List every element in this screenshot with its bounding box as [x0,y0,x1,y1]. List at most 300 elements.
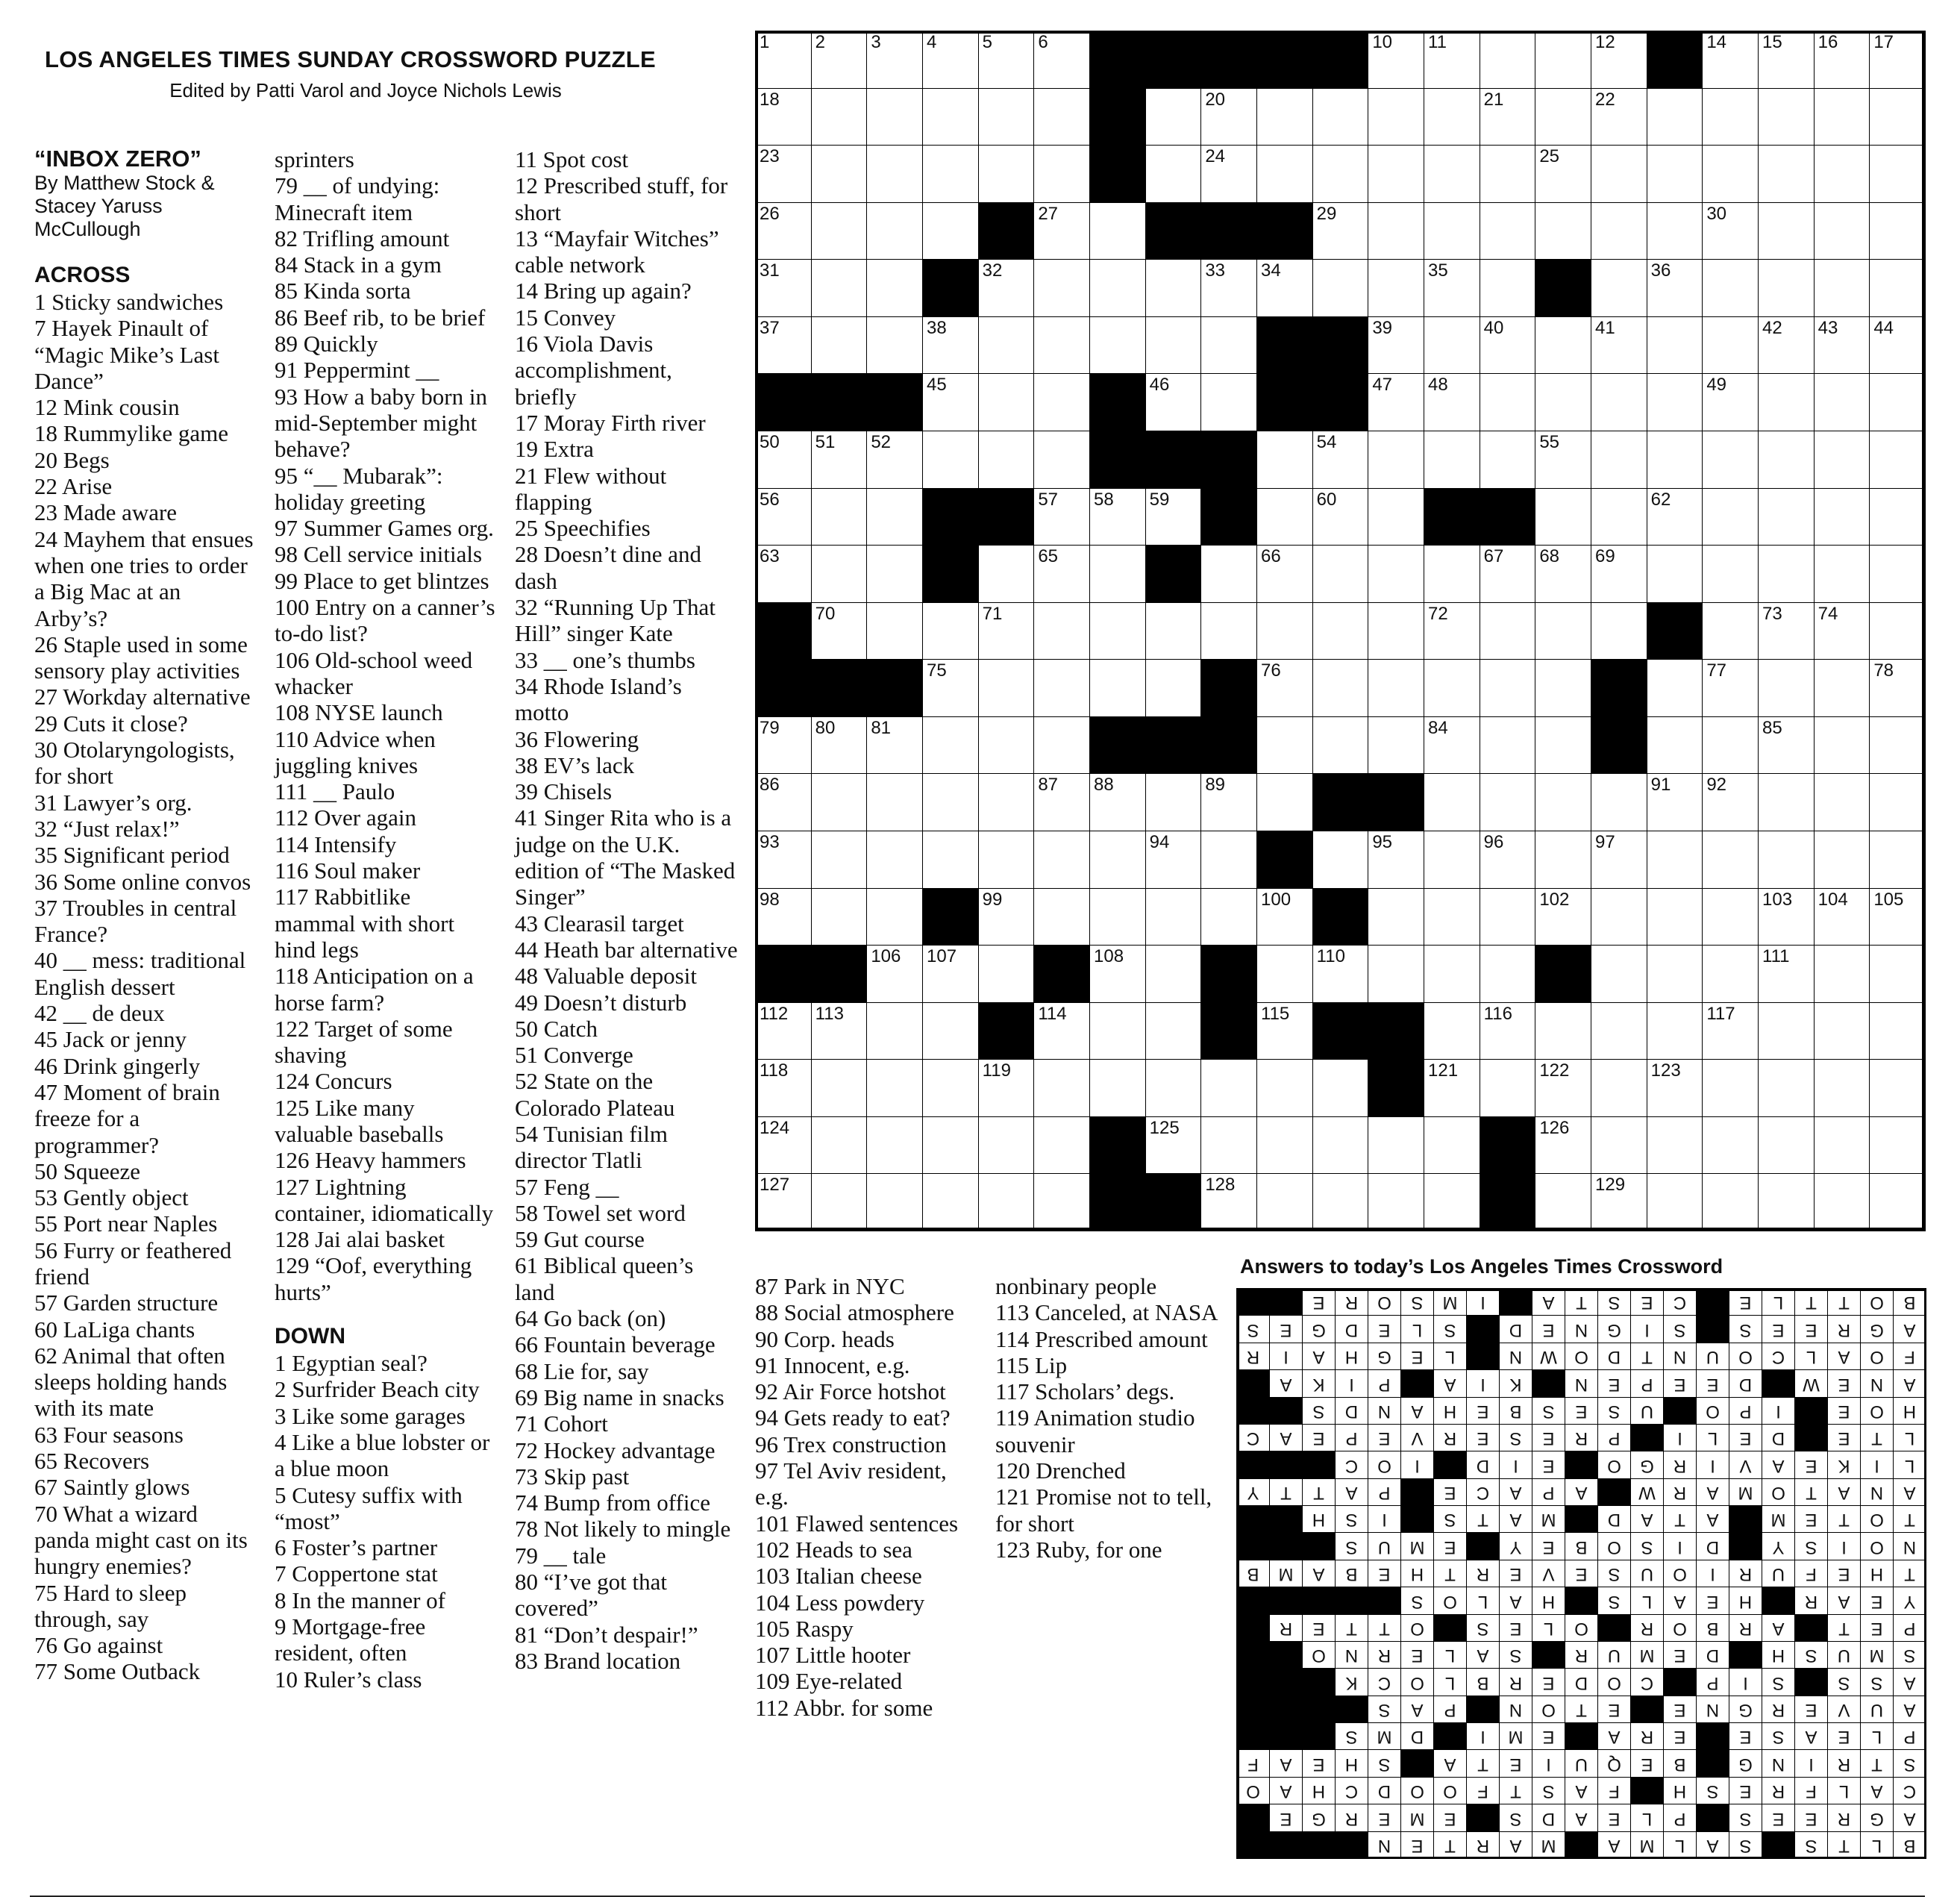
grid-cell[interactable] [755,773,812,831]
grid-cell[interactable] [1591,488,1647,546]
grid-cell[interactable] [1869,1002,1926,1060]
grid-cell[interactable] [1256,259,1313,317]
grid-cell[interactable] [1145,945,1202,1003]
grid-cell[interactable] [1591,316,1647,375]
grid-cell[interactable] [755,488,812,546]
grid-cell[interactable] [1591,773,1647,831]
grid-cell[interactable] [922,716,979,775]
grid-cell[interactable] [1145,773,1202,831]
grid-cell[interactable] [1591,373,1647,431]
grid-cell[interactable] [1368,945,1424,1003]
grid-cell[interactable] [1647,773,1703,831]
grid-cell[interactable] [1758,1002,1815,1060]
grid-cell[interactable] [1200,145,1257,203]
grid-cell[interactable] [1535,545,1591,603]
grid-cell[interactable] [1033,88,1090,146]
grid-cell[interactable] [1312,1173,1369,1231]
grid-cell[interactable] [1424,773,1480,831]
grid-cell[interactable] [1033,602,1090,660]
grid-cell[interactable] [1869,831,1926,889]
grid-cell[interactable] [1312,831,1369,889]
grid-cell[interactable] [1145,259,1202,317]
grid-cell[interactable] [1647,1002,1703,1060]
grid-cell[interactable] [1033,716,1090,775]
grid-cell[interactable] [1702,431,1759,489]
grid-cell[interactable] [1312,1116,1369,1175]
grid-cell[interactable] [978,888,1035,946]
grid-cell[interactable] [1869,1173,1926,1231]
grid-cell[interactable] [866,888,923,946]
grid-cell[interactable] [1647,88,1703,146]
grid-cell[interactable] [1758,545,1815,603]
grid-cell[interactable] [811,831,868,889]
grid-cell[interactable] [1033,373,1090,431]
grid-cell[interactable] [1033,1173,1090,1231]
grid-cell[interactable] [1869,716,1926,775]
grid-cell[interactable] [1312,1059,1369,1117]
grid-cell[interactable] [811,431,868,489]
grid-cell[interactable] [1814,31,1870,89]
grid-cell[interactable] [1702,145,1759,203]
grid-cell[interactable] [1591,602,1647,660]
grid-cell[interactable] [1814,259,1870,317]
grid-cell[interactable] [1368,31,1424,89]
grid-cell[interactable] [1424,259,1480,317]
grid-cell[interactable] [1702,831,1759,889]
grid-cell[interactable] [1869,316,1926,375]
grid-cell[interactable] [1702,88,1759,146]
grid-cell[interactable] [1758,716,1815,775]
grid-cell[interactable] [1368,1173,1424,1231]
grid-cell[interactable] [1758,1173,1815,1231]
grid-cell[interactable] [1591,1116,1647,1175]
grid-cell[interactable] [755,1116,812,1175]
grid-cell[interactable] [1647,316,1703,375]
grid-cell[interactable] [1424,145,1480,203]
grid-cell[interactable] [1758,316,1815,375]
grid-cell[interactable] [1591,88,1647,146]
grid-cell[interactable] [1480,659,1536,717]
grid-cell[interactable] [866,831,923,889]
grid-cell[interactable] [1869,259,1926,317]
grid-cell[interactable] [1647,1173,1703,1231]
grid-cell[interactable] [1480,545,1536,603]
grid-cell[interactable] [1424,202,1480,260]
grid-cell[interactable] [978,716,1035,775]
grid-cell[interactable] [922,659,979,717]
grid-cell[interactable] [1480,145,1536,203]
grid-cell[interactable] [1869,945,1926,1003]
grid-cell[interactable] [811,602,868,660]
grid-cell[interactable] [978,659,1035,717]
grid-cell[interactable] [1145,316,1202,375]
grid-cell[interactable] [1535,202,1591,260]
grid-cell[interactable] [866,1059,923,1117]
grid-cell[interactable] [1869,488,1926,546]
grid-cell[interactable] [811,202,868,260]
grid-cell[interactable] [1647,1116,1703,1175]
grid-cell[interactable] [1033,831,1090,889]
grid-cell[interactable] [1089,888,1146,946]
grid-cell[interactable] [1647,145,1703,203]
grid-cell[interactable] [978,945,1035,1003]
grid-cell[interactable] [1424,31,1480,89]
grid-cell[interactable] [1368,202,1424,260]
grid-cell[interactable] [1424,716,1480,775]
grid-cell[interactable] [866,1173,923,1231]
grid-cell[interactable] [866,259,923,317]
grid-cell[interactable] [1869,373,1926,431]
grid-cell[interactable] [1033,316,1090,375]
grid-cell[interactable] [1758,202,1815,260]
grid-cell[interactable] [1702,945,1759,1003]
grid-cell[interactable] [866,31,923,89]
grid-cell[interactable] [1814,545,1870,603]
grid-cell[interactable] [1535,1002,1591,1060]
grid-cell[interactable] [1591,145,1647,203]
grid-cell[interactable] [1535,888,1591,946]
grid-cell[interactable] [1814,316,1870,375]
grid-cell[interactable] [1200,1059,1257,1117]
grid-cell[interactable] [755,831,812,889]
grid-cell[interactable] [978,373,1035,431]
grid-cell[interactable] [922,1059,979,1117]
grid-cell[interactable] [1368,373,1424,431]
grid-cell[interactable] [1702,716,1759,775]
grid-cell[interactable] [1424,1173,1480,1231]
grid-cell[interactable] [1647,488,1703,546]
grid-cell[interactable] [1256,659,1313,717]
grid-cell[interactable] [1814,431,1870,489]
grid-cell[interactable] [1758,945,1815,1003]
grid-cell[interactable] [1424,602,1480,660]
grid-cell[interactable] [1647,945,1703,1003]
grid-cell[interactable] [1089,316,1146,375]
grid-cell[interactable] [811,1059,868,1117]
grid-cell[interactable] [755,431,812,489]
grid-cell[interactable] [1758,1116,1815,1175]
grid-cell[interactable] [1256,1059,1313,1117]
grid-cell[interactable] [1145,1002,1202,1060]
grid-cell[interactable] [811,259,868,317]
grid-cell[interactable] [1033,488,1090,546]
grid-cell[interactable] [1814,88,1870,146]
grid-cell[interactable] [978,145,1035,203]
grid-cell[interactable] [1256,1173,1313,1231]
grid-cell[interactable] [1368,716,1424,775]
grid-cell[interactable] [922,373,979,431]
grid-cell[interactable] [1702,1116,1759,1175]
grid-cell[interactable] [1089,945,1146,1003]
grid-cell[interactable] [1424,1002,1480,1060]
grid-cell[interactable] [1814,716,1870,775]
grid-cell[interactable] [1814,602,1870,660]
grid-cell[interactable] [1702,602,1759,660]
grid-cell[interactable] [1869,202,1926,260]
grid-cell[interactable] [1535,831,1591,889]
grid-cell[interactable] [755,316,812,375]
grid-cell[interactable] [1758,145,1815,203]
grid-cell[interactable] [811,316,868,375]
grid-cell[interactable] [1256,602,1313,660]
grid-cell[interactable] [1033,1059,1090,1117]
grid-cell[interactable] [1145,88,1202,146]
grid-cell[interactable] [1591,31,1647,89]
grid-cell[interactable] [1535,602,1591,660]
grid-cell[interactable] [978,31,1035,89]
grid-cell[interactable] [1480,945,1536,1003]
grid-cell[interactable] [1368,431,1424,489]
grid-cell[interactable] [1647,1059,1703,1117]
grid-cell[interactable] [922,1116,979,1175]
grid-cell[interactable] [1869,545,1926,603]
grid-cell[interactable] [978,88,1035,146]
grid-cell[interactable] [866,1116,923,1175]
grid-cell[interactable] [866,716,923,775]
grid-cell[interactable] [811,88,868,146]
grid-cell[interactable] [1480,1059,1536,1117]
grid-cell[interactable] [1814,773,1870,831]
grid-cell[interactable] [1033,259,1090,317]
grid-cell[interactable] [1089,202,1146,260]
grid-cell[interactable] [1647,431,1703,489]
grid-cell[interactable] [978,545,1035,603]
grid-cell[interactable] [755,1059,812,1117]
grid-cell[interactable] [1200,888,1257,946]
grid-cell[interactable] [1368,145,1424,203]
grid-cell[interactable] [1480,888,1536,946]
grid-cell[interactable] [1869,145,1926,203]
grid-cell[interactable] [1814,1116,1870,1175]
grid-cell[interactable] [1368,316,1424,375]
grid-cell[interactable] [1591,888,1647,946]
grid-cell[interactable] [1702,545,1759,603]
grid-cell[interactable] [1312,431,1369,489]
grid-cell[interactable] [1702,1059,1759,1117]
grid-cell[interactable] [866,602,923,660]
grid-cell[interactable] [1535,1173,1591,1231]
grid-cell[interactable] [811,1173,868,1231]
grid-cell[interactable] [1480,316,1536,375]
grid-cell[interactable] [978,1173,1035,1231]
grid-cell[interactable] [1424,316,1480,375]
grid-cell[interactable] [1814,1002,1870,1060]
grid-cell[interactable] [1591,1059,1647,1117]
grid-cell[interactable] [1200,316,1257,375]
grid-cell[interactable] [1256,488,1313,546]
grid-cell[interactable] [922,31,979,89]
grid-cell[interactable] [1200,545,1257,603]
grid-cell[interactable] [1814,659,1870,717]
grid-cell[interactable] [1200,773,1257,831]
grid-cell[interactable] [1033,659,1090,717]
grid-cell[interactable] [922,945,979,1003]
grid-cell[interactable] [1089,259,1146,317]
grid-cell[interactable] [1480,31,1536,89]
grid-cell[interactable] [1480,831,1536,889]
grid-cell[interactable] [1089,545,1146,603]
grid-cell[interactable] [978,1116,1035,1175]
grid-cell[interactable] [1535,716,1591,775]
grid-cell[interactable] [1869,31,1926,89]
grid-cell[interactable] [755,1002,812,1060]
grid-cell[interactable] [755,202,812,260]
grid-cell[interactable] [1647,716,1703,775]
grid-cell[interactable] [1145,602,1202,660]
grid-cell[interactable] [1368,602,1424,660]
crossword-grid[interactable] [755,31,1925,1231]
grid-cell[interactable] [1256,145,1313,203]
grid-cell[interactable] [755,31,812,89]
grid-cell[interactable] [1647,259,1703,317]
grid-cell[interactable] [1424,373,1480,431]
grid-cell[interactable] [1368,831,1424,889]
grid-cell[interactable] [1256,545,1313,603]
grid-cell[interactable] [1368,1116,1424,1175]
grid-cell[interactable] [1480,773,1536,831]
grid-cell[interactable] [1256,773,1313,831]
grid-cell[interactable] [1312,259,1369,317]
grid-cell[interactable] [978,831,1035,889]
grid-cell[interactable] [1814,1173,1870,1231]
grid-cell[interactable] [1033,202,1090,260]
grid-cell[interactable] [755,88,812,146]
grid-cell[interactable] [1647,545,1703,603]
grid-cell[interactable] [1145,831,1202,889]
grid-cell[interactable] [1702,316,1759,375]
grid-cell[interactable] [1480,431,1536,489]
grid-cell[interactable] [866,773,923,831]
grid-cell[interactable] [1758,488,1815,546]
grid-cell[interactable] [1535,431,1591,489]
grid-cell[interactable] [1256,88,1313,146]
grid-cell[interactable] [922,602,979,660]
grid-cell[interactable] [1814,1059,1870,1117]
grid-cell[interactable] [811,488,868,546]
grid-cell[interactable] [1814,145,1870,203]
grid-cell[interactable] [1869,88,1926,146]
grid-cell[interactable] [811,1116,868,1175]
grid-cell[interactable] [1368,259,1424,317]
grid-cell[interactable] [1200,88,1257,146]
grid-cell[interactable] [978,259,1035,317]
grid-cell[interactable] [1869,431,1926,489]
grid-cell[interactable] [1535,488,1591,546]
grid-cell[interactable] [922,831,979,889]
grid-cell[interactable] [922,202,979,260]
grid-cell[interactable] [922,145,979,203]
grid-cell[interactable] [1368,545,1424,603]
grid-cell[interactable] [1256,1116,1313,1175]
grid-cell[interactable] [811,1002,868,1060]
grid-cell[interactable] [922,316,979,375]
grid-cell[interactable] [1647,888,1703,946]
grid-cell[interactable] [1256,1002,1313,1060]
grid-cell[interactable] [866,545,923,603]
grid-cell[interactable] [1814,202,1870,260]
grid-cell[interactable] [811,888,868,946]
grid-cell[interactable] [1424,659,1480,717]
grid-cell[interactable] [1033,888,1090,946]
grid-cell[interactable] [1869,659,1926,717]
grid-cell[interactable] [1758,659,1815,717]
grid-cell[interactable] [1312,488,1369,546]
grid-cell[interactable] [1145,1059,1202,1117]
grid-cell[interactable] [1089,1059,1146,1117]
grid-cell[interactable] [1758,773,1815,831]
grid-cell[interactable] [1702,659,1759,717]
grid-cell[interactable] [1145,659,1202,717]
grid-cell[interactable] [1480,259,1536,317]
grid-cell[interactable] [1814,373,1870,431]
grid-cell[interactable] [866,945,923,1003]
grid-cell[interactable] [1200,831,1257,889]
grid-cell[interactable] [978,773,1035,831]
grid-cell[interactable] [866,488,923,546]
grid-cell[interactable] [1591,831,1647,889]
grid-cell[interactable] [1256,888,1313,946]
grid-cell[interactable] [1702,773,1759,831]
grid-cell[interactable] [1758,31,1815,89]
grid-cell[interactable] [1702,373,1759,431]
grid-cell[interactable] [1535,659,1591,717]
grid-cell[interactable] [1591,202,1647,260]
grid-cell[interactable] [1591,545,1647,603]
grid-cell[interactable] [1089,488,1146,546]
grid-cell[interactable] [1424,431,1480,489]
grid-cell[interactable] [1256,945,1313,1003]
grid-cell[interactable] [1033,431,1090,489]
grid-cell[interactable] [1033,1116,1090,1175]
grid-cell[interactable] [1535,773,1591,831]
grid-cell[interactable] [1089,831,1146,889]
grid-cell[interactable] [866,431,923,489]
grid-cell[interactable] [1089,773,1146,831]
grid-cell[interactable] [1312,202,1369,260]
grid-cell[interactable] [1033,773,1090,831]
grid-cell[interactable] [1033,545,1090,603]
grid-cell[interactable] [1033,1002,1090,1060]
grid-cell[interactable] [866,316,923,375]
grid-cell[interactable] [1312,659,1369,717]
grid-cell[interactable] [1256,431,1313,489]
grid-cell[interactable] [1312,88,1369,146]
grid-cell[interactable] [978,316,1035,375]
grid-cell[interactable] [1368,888,1424,946]
grid-cell[interactable] [1591,945,1647,1003]
grid-cell[interactable] [1869,1059,1926,1117]
grid-cell[interactable] [1758,1059,1815,1117]
grid-cell[interactable] [755,145,812,203]
grid-cell[interactable] [1480,602,1536,660]
grid-cell[interactable] [866,1002,923,1060]
grid-cell[interactable] [1814,831,1870,889]
grid-cell[interactable] [1869,773,1926,831]
grid-cell[interactable] [1312,145,1369,203]
grid-cell[interactable] [1424,545,1480,603]
grid-cell[interactable] [811,145,868,203]
grid-cell[interactable] [1480,202,1536,260]
grid-cell[interactable] [755,888,812,946]
grid-cell[interactable] [1758,831,1815,889]
grid-cell[interactable] [1312,602,1369,660]
grid-cell[interactable] [1591,259,1647,317]
grid-cell[interactable] [1089,602,1146,660]
grid-cell[interactable] [978,431,1035,489]
grid-cell[interactable] [755,259,812,317]
grid-cell[interactable] [1200,602,1257,660]
grid-cell[interactable] [1424,888,1480,946]
